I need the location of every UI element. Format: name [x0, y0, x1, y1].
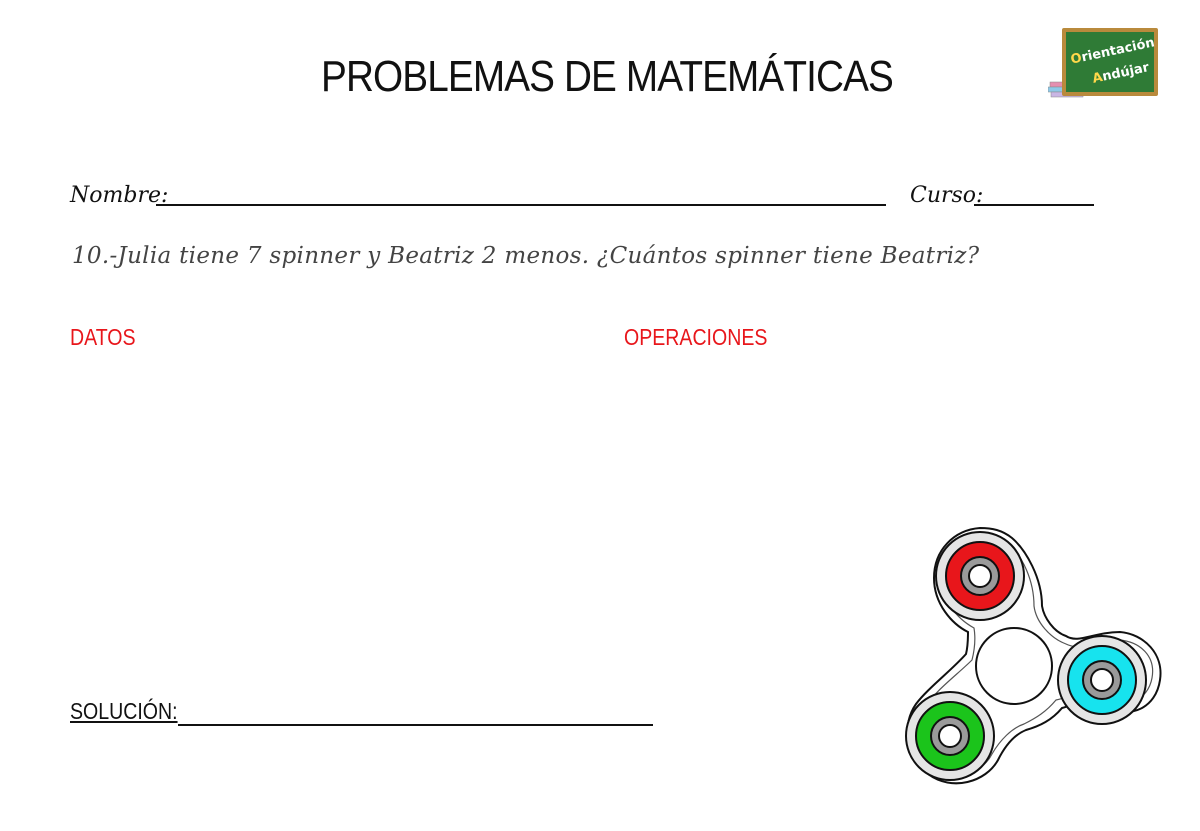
orientacion-andujar-logo	[1048, 26, 1164, 100]
nombre-field[interactable]	[70, 183, 168, 208]
logo-initial-o: O	[1069, 50, 1084, 68]
nombre-blank-line[interactable]	[156, 204, 886, 206]
chalkboard	[1062, 28, 1158, 96]
curso-label: Curso:	[910, 183, 984, 208]
fidget-spinner-illustration	[894, 520, 1164, 800]
spinner-green-bearing	[906, 692, 994, 780]
logo-initial-a: A	[1091, 70, 1105, 87]
logo-word-2: ndújar	[1100, 60, 1151, 85]
datos-heading: DATOS	[70, 324, 136, 350]
logo-word-1: rientación	[1080, 35, 1156, 66]
solucion-label: SOLUCIÓN:	[70, 698, 178, 724]
curso-blank-line[interactable]	[974, 204, 1094, 206]
operaciones-heading: OPERACIONES	[624, 324, 768, 350]
nombre-label: Nombre:	[70, 183, 169, 208]
spinner-cyan-bearing	[1058, 636, 1146, 724]
spinner-center	[976, 628, 1052, 704]
curso-field[interactable]	[910, 183, 983, 208]
solucion-blank-line[interactable]	[178, 724, 653, 726]
spinner-red-bearing	[936, 532, 1024, 620]
page-title: PROBLEMAS DE MATEMÁTICAS	[321, 52, 893, 101]
problem-statement: 10.-Julia tiene 7 spinner y Beatriz 2 menos. ¿Cuántos spinner tiene Beatriz?	[72, 243, 980, 269]
